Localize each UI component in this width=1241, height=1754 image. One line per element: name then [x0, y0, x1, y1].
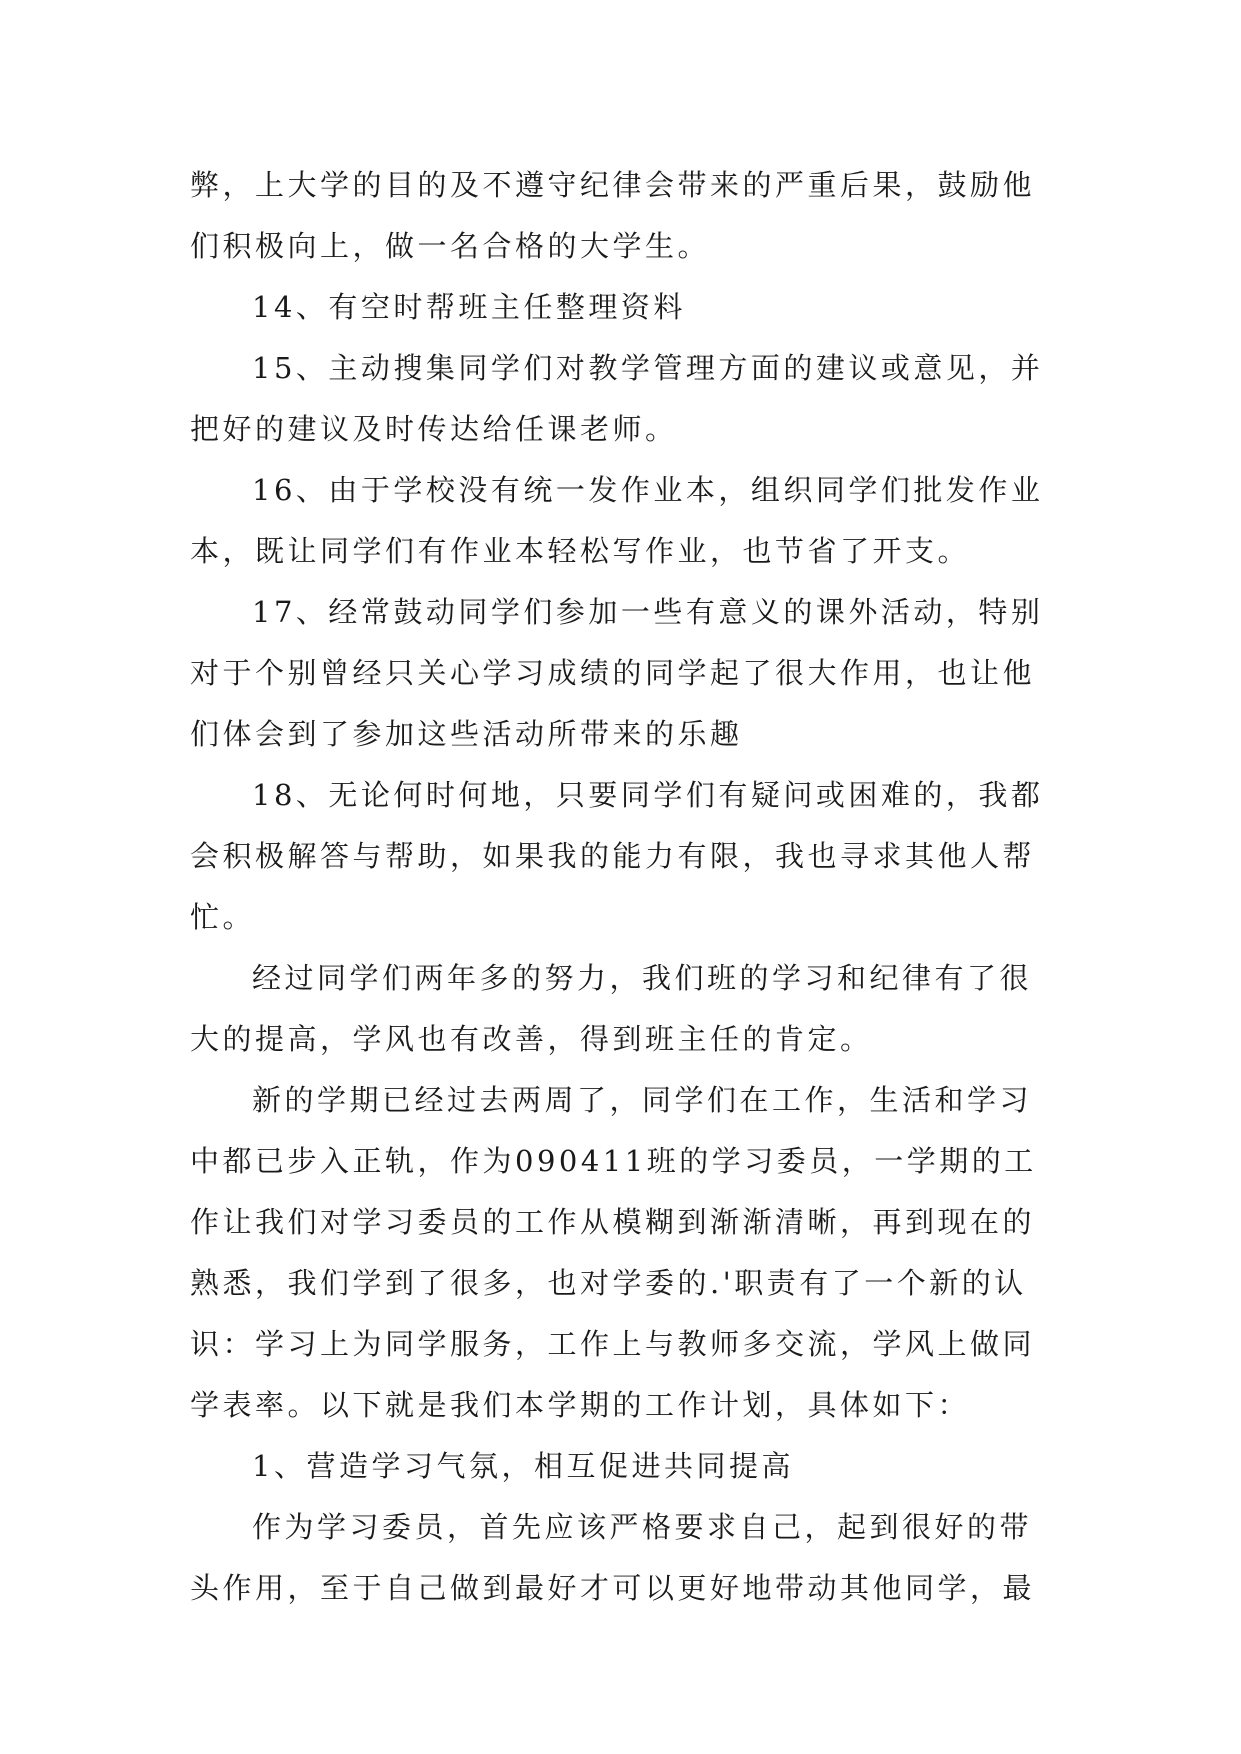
list-item-17: 17、经常鼓动同学们参加一些有意义的课外活动，特别: [252, 595, 1044, 629]
paragraph-start: 新的学期已经过去两周了，同学们在工作，生活和学习: [252, 1083, 1033, 1117]
text-line: 作让我们对学习委员的工作从模糊到渐渐清晰，再到现在的: [190, 1205, 1036, 1239]
paragraph-start: 经过同学们两年多的努力，我们班的学习和纪律有了很: [252, 961, 1033, 995]
text-line: 识：学习上为同学服务，工作上与教师多交流，学风上做同: [190, 1327, 1036, 1361]
text-line: 本，既让同学们有作业本轻松写作业，也节省了开支。: [190, 534, 971, 568]
text-line: 们积极向上，做一名合格的大学生。: [190, 229, 711, 263]
text-line: 们体会到了参加这些活动所带来的乐趣: [190, 717, 743, 751]
text-line: 头作用，至于自己做到最好才可以更好地带动其他同学，最: [190, 1571, 1036, 1605]
text-line: 把好的建议及时传达给任课老师。: [190, 412, 678, 446]
text-line: 熟悉，我们学到了很多，也对学委的.'职责有了一个新的认: [190, 1266, 1027, 1300]
text-line: 弊，上大学的目的及不遵守纪律会带来的严重后果，鼓励他: [190, 168, 1036, 202]
paragraph-start: 作为学习委员，首先应该严格要求自己，起到很好的带: [252, 1510, 1033, 1544]
section-heading: 1、营造学习气氛，相互促进共同提高: [252, 1449, 794, 1483]
text-line: 忙。: [190, 900, 256, 934]
document-page: [190, 155, 1050, 1619]
list-item-15: 15、主动搜集同学们对教学管理方面的建议或意见，并: [252, 351, 1044, 385]
text-line: 会积极解答与帮助，如果我的能力有限，我也寻求其他人帮: [190, 839, 1036, 873]
text-line: 对于个别曾经只关心学习成绩的同学起了很大作用，也让他: [190, 656, 1036, 690]
list-item-18: 18、无论何时何地，只要同学们有疑问或困难的，我都: [252, 778, 1044, 812]
list-item-16: 16、由于学校没有统一发作业本，组织同学们批发作业: [252, 473, 1044, 507]
text-line: 大的提高，学风也有改善，得到班主任的肯定。: [190, 1022, 873, 1056]
text-line: 中都已步入正轨，作为090411班的学习委员，一学期的工: [190, 1144, 1037, 1178]
list-item-14: 14、有空时帮班主任整理资料: [252, 290, 686, 324]
text-line: 学表率。以下就是我们本学期的工作计划，具体如下：: [190, 1388, 971, 1422]
